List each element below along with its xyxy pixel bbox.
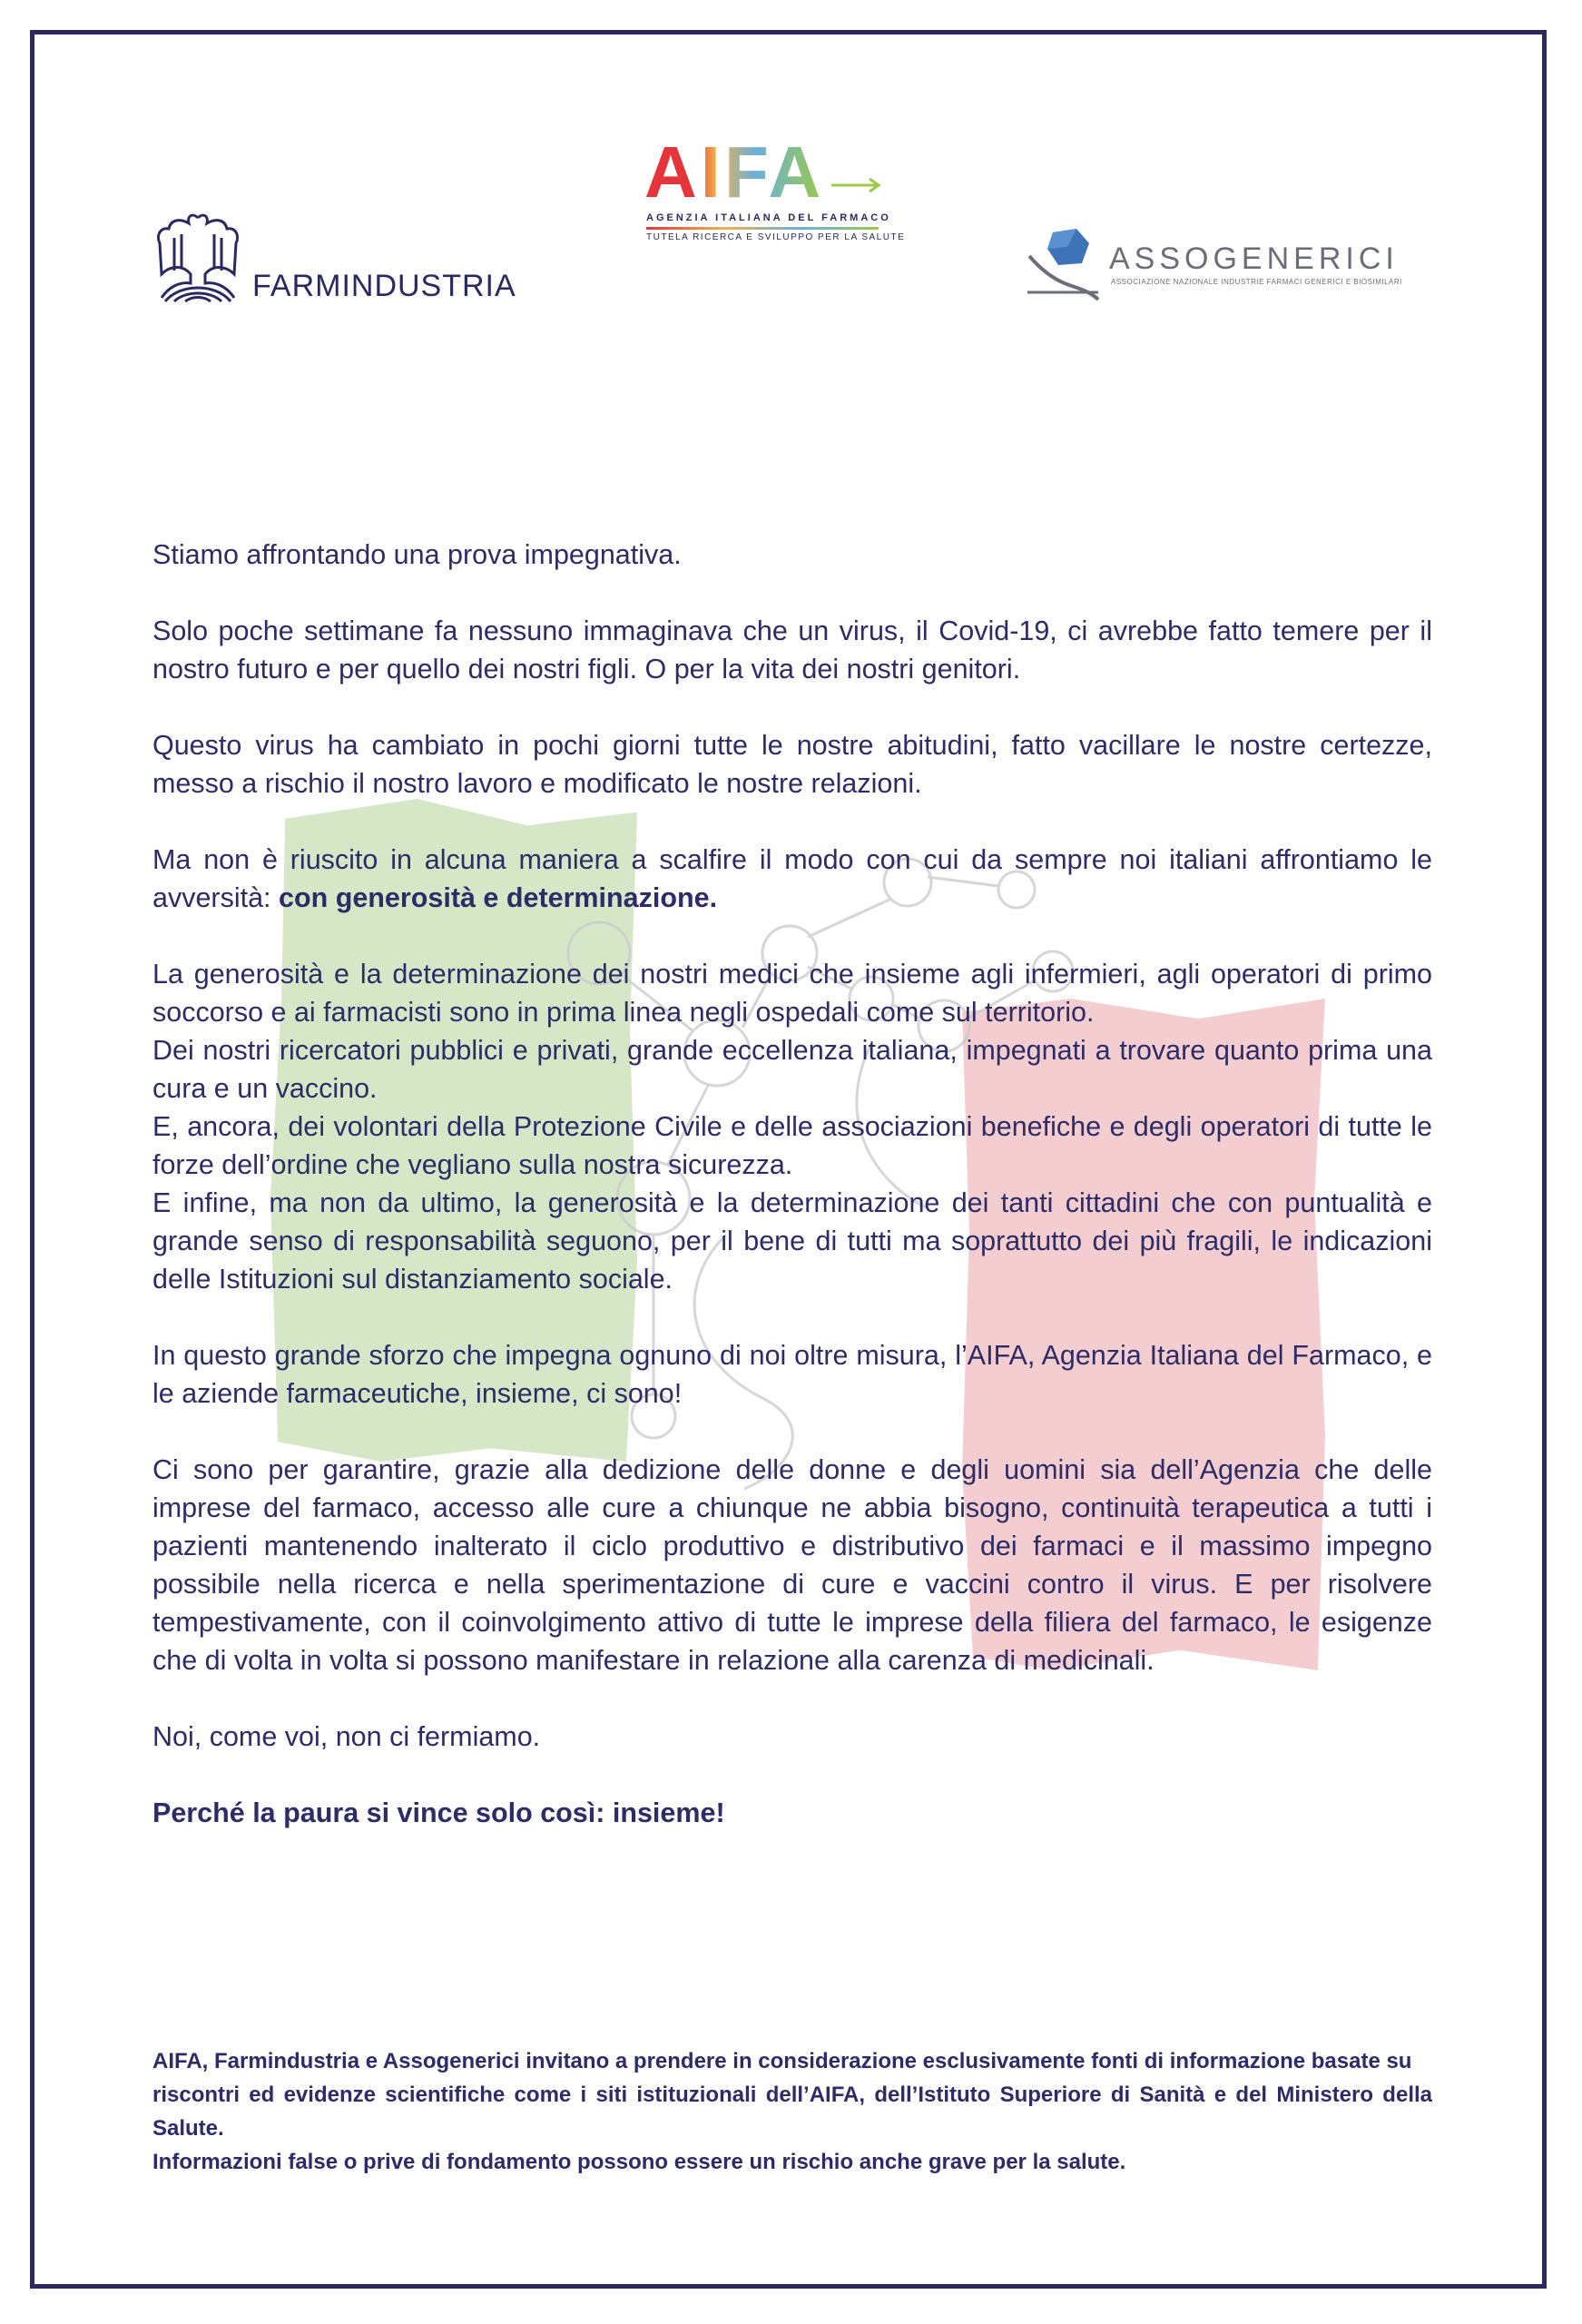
aifa-logo [644,132,906,245]
letter-paragraph: Noi, come voi, non ci fermiamo. [152,1721,541,1752]
letter-body [152,536,1432,1870]
farmindustria-wordmark: FARMINDUSTRIA [252,269,516,303]
assogenerici-symbol-icon [1026,229,1107,306]
letter-paragraph: In questo grande sforzo che impegna ognuno di noi oltre misura, l’AIFA, Agenzia Italiana del Farmaco, e le aziende farmaceutiche, insieme, ci sono! [152,1340,1432,1409]
letter-closing [152,1794,1432,1832]
footer-disclaimer [152,2044,1432,2179]
letter-emphasis: con generosità e determinazione. [279,882,718,913]
letter-paragraph: Ci sono per garantire, grazie alla dedizione delle donne e degli uomini sia dell’Agenzia che delle imprese del farmaco, accesso alle cure a chiunque ne abbia bisogno, continuità terapeutica a tutti i pazienti mantenendo inalterato il ciclo produttivo e distributivo dei farmaci e il massimo impegno possibile nella ricerca e nella sperimentazione di cure e vaccini contro il virus. E per risolvere tempestivamente, con il coinvolgimento attivo di tutte le imprese della filiera del farmaco, le esigenze che di volta in volta si possono manifestare in relazione alla carenza di medicinali. [152,1454,1432,1676]
letter-paragraph: E, ancora, dei volontari della Protezione Civile e delle associazioni benefiche e degli operatori di tutte le forze dell’ordine che vegliano sulla nostra sicurezza. [152,1111,1432,1180]
aifa-color-bar [646,227,879,230]
letter-paragraph: E infine, ma non da ultimo, la generosità e la determinazione dei tanti cittadini che con puntualità e grande senso di responsabilità seguono, per il bene di tutti ma soprattutto dei più fragili, le indicazioni delle Istituzioni sul distanziamento sociale. [152,1187,1432,1295]
footer-line: AIFA, Farmindustria e Assogenerici invitano a prendere in considerazione esclusivamente fonti di informazione basate su [152,2049,1412,2073]
letter-closing-text: Perché la paura si vince solo così: insieme! [152,1797,725,1828]
farmindustria-logo [152,211,516,310]
letter-paragraph: Stiamo affrontando una prova impegnativa. [152,539,682,570]
aifa-subtitle: AGENZIA ITALIANA DEL FARMACO [646,212,891,223]
assogenerici-subtitle: ASSOCIAZIONE NAZIONALE INDUSTRIE FARMACI GENERICI E BIOSIMILARI [1111,278,1402,286]
letter-paragraph [152,841,1432,917]
footer-line: riscontri ed evidenze scientifiche come i siti istituzionali dell’AIFA, dell’Istituto Superiore di Sanità e del Ministero della Salute. [152,2083,1432,2141]
aifa-tagline: TUTELA RICERCA E SVILUPPO PER LA SALUTE [646,232,906,242]
aifa-wordmark: AIFA [644,132,825,212]
assogenerici-logo [1026,229,1443,310]
letter-paragraph: La generosità e la determinazione dei nostri medici che insieme agli infermieri, agli operatori di primo soccorso e ai farmacisti sono in prima linea negli ospedali come sul territorio. [152,959,1432,1028]
letter-paragraph: Dei nostri ricercatori pubblici e privati, grande eccellenza italiana, impegnati a trovare quanto prima una cura e un vaccino. [152,1035,1432,1104]
aifa-arrow-icon [831,176,886,194]
assogenerici-wordmark: ASSOGENERICI [1109,241,1399,276]
footer-line: Informazioni false o prive di fondamento possono essere un rischio anche grave per la salute. [152,2150,1126,2174]
letter-text: Ma non è riuscito in alcuna maniera a scalfire il modo con cui da sempre noi italiani affrontiamo le avversità: [152,844,1432,913]
letter-paragraph: Solo poche settimane fa nessuno immaginava che un virus, il Covid-19, ci avrebbe fatto temere per il nostro futuro e per quello dei nostri figli. O per la vita dei nostri genitori. [152,615,1432,684]
letter-paragraph: Questo virus ha cambiato in pochi giorni tutte le nostre abitudini, fatto vacillare le nostre certezze, messo a rischio il nostro lavoro e modificato le nostre relazioni. [152,730,1432,799]
farmindustria-eagle-icon [152,211,243,306]
